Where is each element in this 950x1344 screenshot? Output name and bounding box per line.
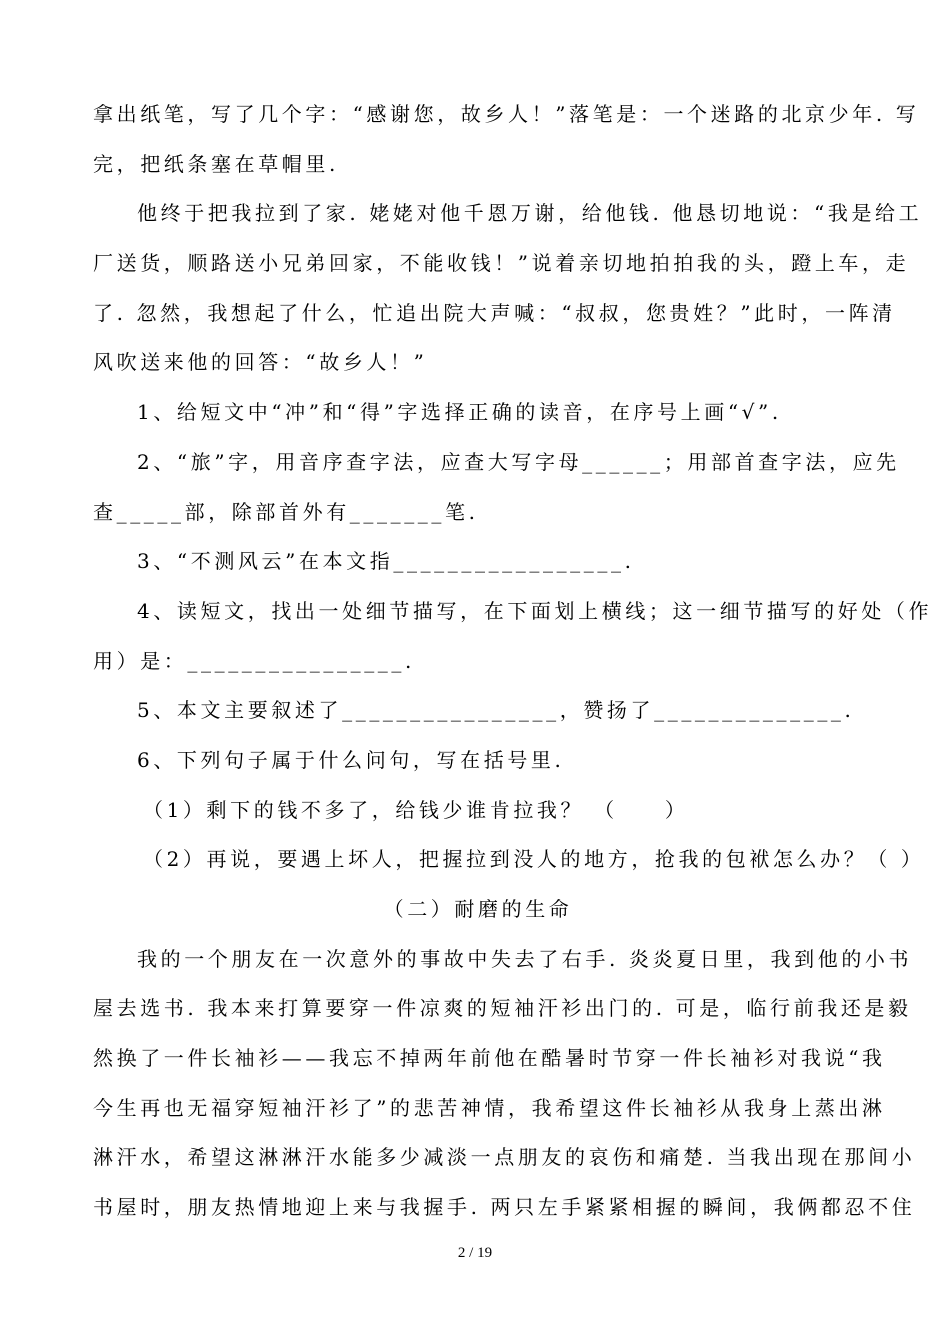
paragraph-line: 完，把纸条塞在草帽里. <box>93 151 339 176</box>
question-6-item-2: （2）再说，要遇上坏人，把握拉到没人的地方，抢我的包袱怎么办？（ ） <box>143 847 925 872</box>
question-4-continued: 用）是：________________. <box>93 648 415 673</box>
paragraph-line: 了. 忽然，我想起了什么，忙追出院大声喊：“叔叔，您贵姓？”此时，一阵清 <box>93 300 896 325</box>
section-title: （二）耐磨的生命 <box>383 897 573 921</box>
question-3: 3、“不测风云”在本文指_________________. <box>137 549 635 574</box>
document-page <box>93 90 933 1233</box>
paragraph-line: 我的一个朋友在一次意外的事故中失去了右手. 炎炎夏日里，我到他的小书 <box>137 946 913 971</box>
question-2-continued: 查_____部，除部首外有_______笔. <box>93 499 479 524</box>
paragraph-line: 他终于把我拉到了家. 姥姥对他千恩万谢，给他钱. 他恳切地说：“我是给工 <box>137 201 923 226</box>
paragraph-line: 屋去选书. 我本来打算要穿一件凉爽的短袖汗衫出门的. 可是，临行前我还是毅 <box>93 996 912 1021</box>
question-6: 6、下列句子属于什么问句，写在括号里. <box>137 747 565 772</box>
paragraph-line: 拿出纸笔，写了几个字：“感谢您，故乡人！”落笔是：一个迷路的北京少年. 写 <box>93 102 920 126</box>
question-6-item-1: （1）剩下的钱不多了，给钱少谁肯拉我？ （ ） <box>143 797 689 822</box>
question-4: 4、读短文，找出一处细节描写，在下面划上横线；这一细节描写的好处（作 <box>137 598 933 623</box>
question-5: 5、本文主要叙述了________________，赞扬了______________. <box>137 698 855 723</box>
question-2: 2、“旅”字，用音序查字法，应查大写字母______；用部首查字法，应先 <box>137 449 900 474</box>
page-number: 2 / 19 <box>457 1245 493 1261</box>
paragraph-line: 厂送货，顺路送小兄弟回家，不能收钱！”说着亲切地拍拍我的头，蹬上车，走 <box>93 251 910 276</box>
paragraph-line: 书屋时，朋友热情地迎上来与我握手. 两只左手紧紧相握的瞬间，我俩都忍不住 <box>93 1195 916 1220</box>
question-1: 1、给短文中“冲”和“得”字选择正确的读音，在序号上画“√”. <box>137 400 782 425</box>
paragraph-line: 淋汗水，希望这淋淋汗水能多少减淡一点朋友的哀伤和痛楚. 当我出现在那间小 <box>93 1145 916 1170</box>
paragraph-line: 然换了一件长袖衫——我忘不掉两年前他在酷暑时节穿一件长袖衫对我说“我 <box>93 1046 886 1071</box>
paragraph-line: 风吹送来他的回答：“故乡人！” <box>93 350 428 375</box>
paragraph-line: 今生再也无福穿短袖汗衫了”的悲苦神情，我希望这件长袖衫从我身上蒸出淋 <box>93 1095 886 1120</box>
